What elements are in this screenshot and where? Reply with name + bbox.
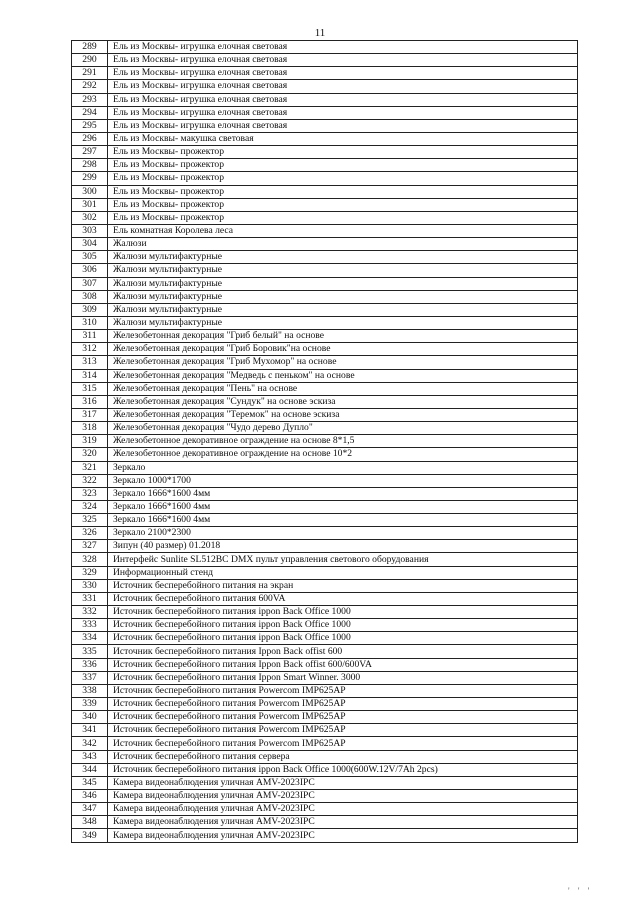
item-number-cell: 289	[72, 41, 108, 54]
item-name-cell: Источник бесперебойного питания Ippon Back offist 600	[108, 645, 578, 658]
item-number-cell: 325	[72, 514, 108, 527]
item-name-cell: Жалюзи мультифактурные	[108, 290, 578, 303]
item-number-cell: 333	[72, 619, 108, 632]
item-name-cell: Камера видеонаблюдения уличная AMV-2023IPC	[108, 816, 578, 829]
item-number-cell: 297	[72, 146, 108, 159]
item-name-cell: Ель из Москвы- игрушка елочная световая	[108, 41, 578, 54]
item-name-cell: Ель из Москвы- игрушка елочная световая	[108, 106, 578, 119]
table-row	[72, 698, 578, 711]
table-row	[72, 303, 578, 316]
table-row	[72, 422, 578, 435]
table-row	[72, 829, 578, 842]
table-row	[72, 514, 578, 527]
item-number-cell: 337	[72, 671, 108, 684]
inventory-table	[71, 40, 578, 843]
item-number-cell: 334	[72, 632, 108, 645]
table-row	[72, 579, 578, 592]
item-number-cell: 311	[72, 330, 108, 343]
table-row	[72, 264, 578, 277]
item-number-cell: 324	[72, 500, 108, 513]
item-name-cell: Камера видеонаблюдения уличная AMV-2023IPC	[108, 776, 578, 789]
table-row	[72, 67, 578, 80]
item-number-cell: 306	[72, 264, 108, 277]
table-row	[72, 238, 578, 251]
item-name-cell: Зеркало 1666*1600 4мм	[108, 514, 578, 527]
item-number-cell: 321	[72, 461, 108, 474]
item-number-cell: 330	[72, 579, 108, 592]
item-name-cell: Ель из Москвы- макушка световая	[108, 132, 578, 145]
item-number-cell: 292	[72, 80, 108, 93]
item-name-cell: Зеркало 1666*1600 4мм	[108, 487, 578, 500]
table-row	[72, 724, 578, 737]
item-number-cell: 296	[72, 132, 108, 145]
item-name-cell: Железобетонная декорация "Медведь с пеньком" на основе	[108, 369, 578, 382]
item-name-cell: Железобетонная декорация "Теремок" на основе эскиза	[108, 408, 578, 421]
item-name-cell: Зеркало 1666*1600 4мм	[108, 500, 578, 513]
item-name-cell: Жалюзи мультифактурные	[108, 277, 578, 290]
inventory-table-body	[72, 41, 578, 843]
table-row	[72, 54, 578, 67]
table-row	[72, 290, 578, 303]
table-row	[72, 382, 578, 395]
item-number-cell: 293	[72, 93, 108, 106]
item-number-cell: 319	[72, 435, 108, 448]
table-row	[72, 474, 578, 487]
table-row	[72, 816, 578, 829]
item-number-cell: 349	[72, 829, 108, 842]
table-row	[72, 763, 578, 776]
item-name-cell: Камера видеонаблюдения уличная AMV-2023IPC	[108, 803, 578, 816]
item-number-cell: 291	[72, 67, 108, 80]
table-row	[72, 461, 578, 474]
item-number-cell: 341	[72, 724, 108, 737]
table-row	[72, 132, 578, 145]
item-number-cell: 335	[72, 645, 108, 658]
table-row	[72, 737, 578, 750]
table-row	[72, 540, 578, 553]
table-row	[72, 395, 578, 408]
table-row	[72, 408, 578, 421]
scan-corner-mark: ' ' '	[568, 886, 593, 896]
item-number-cell: 301	[72, 198, 108, 211]
item-name-cell: Железобетонная декорация "Сундук" на основе эскиза	[108, 395, 578, 408]
table-row	[72, 527, 578, 540]
item-number-cell: 298	[72, 159, 108, 172]
item-number-cell: 338	[72, 684, 108, 697]
item-number-cell: 300	[72, 185, 108, 198]
item-number-cell: 313	[72, 356, 108, 369]
item-number-cell: 312	[72, 343, 108, 356]
table-row	[72, 711, 578, 724]
item-name-cell: Информационный стенд	[108, 566, 578, 579]
table-row	[72, 619, 578, 632]
table-row	[72, 106, 578, 119]
item-number-cell: 347	[72, 803, 108, 816]
item-name-cell: Жалюзи мультифактурные	[108, 251, 578, 264]
item-number-cell: 336	[72, 658, 108, 671]
item-number-cell: 309	[72, 303, 108, 316]
table-row	[72, 645, 578, 658]
item-number-cell: 327	[72, 540, 108, 553]
item-number-cell: 339	[72, 698, 108, 711]
table-row	[72, 684, 578, 697]
item-name-cell: Источник бесперебойного питания ippon Back Office 1000	[108, 606, 578, 619]
item-name-cell: Ель из Москвы- игрушка елочная световая	[108, 80, 578, 93]
item-number-cell: 346	[72, 790, 108, 803]
table-row	[72, 343, 578, 356]
item-name-cell: Камера видеонаблюдения уличная AMV-2023IPC	[108, 790, 578, 803]
table-row	[72, 803, 578, 816]
item-name-cell: Источник бесперебойного питания на экран	[108, 579, 578, 592]
item-number-cell: 316	[72, 395, 108, 408]
item-name-cell: Ель комнатная Королева леса	[108, 224, 578, 237]
item-number-cell: 340	[72, 711, 108, 724]
table-row	[72, 606, 578, 619]
item-name-cell: Жалюзи	[108, 238, 578, 251]
table-row	[72, 159, 578, 172]
item-name-cell: Зеркало 1000*1700	[108, 474, 578, 487]
table-row	[72, 224, 578, 237]
item-name-cell: Источник бесперебойного питания сервера	[108, 750, 578, 763]
item-name-cell: Ель из Москвы- прожектор	[108, 146, 578, 159]
table-row	[72, 487, 578, 500]
item-number-cell: 329	[72, 566, 108, 579]
item-number-cell: 314	[72, 369, 108, 382]
table-row	[72, 80, 578, 93]
item-name-cell: Источник бесперебойного питания Powercom IMP625AP	[108, 698, 578, 711]
item-name-cell: Источник бесперебойного питания Ippon Back offist 600/600VA	[108, 658, 578, 671]
item-number-cell: 326	[72, 527, 108, 540]
item-number-cell: 308	[72, 290, 108, 303]
item-name-cell: Жалюзи мультифактурные	[108, 264, 578, 277]
item-name-cell: Источник бесперебойного питания 600VA	[108, 592, 578, 605]
item-name-cell: Железобетонная декорация "Гриб Боровик"на основе	[108, 343, 578, 356]
item-number-cell: 317	[72, 408, 108, 421]
item-number-cell: 322	[72, 474, 108, 487]
item-number-cell: 345	[72, 776, 108, 789]
table-row	[72, 750, 578, 763]
table-row	[72, 790, 578, 803]
item-number-cell: 348	[72, 816, 108, 829]
item-number-cell: 294	[72, 106, 108, 119]
item-name-cell: Ель из Москвы- прожектор	[108, 211, 578, 224]
item-number-cell: 320	[72, 448, 108, 461]
item-name-cell: Жалюзи мультифактурные	[108, 316, 578, 329]
table-row	[72, 369, 578, 382]
item-name-cell: Железобетонная декорация "Чудо дерево Дупло"	[108, 422, 578, 435]
table-row	[72, 448, 578, 461]
table-row	[72, 316, 578, 329]
item-name-cell: Зипун (40 размер) 01.2018	[108, 540, 578, 553]
table-row	[72, 41, 578, 54]
table-row	[72, 592, 578, 605]
table-row	[72, 119, 578, 132]
item-number-cell: 342	[72, 737, 108, 750]
item-number-cell: 295	[72, 119, 108, 132]
item-number-cell: 304	[72, 238, 108, 251]
item-name-cell: Источник бесперебойного питания Powercom IMP625AP	[108, 711, 578, 724]
item-name-cell: Железобетонное декоративное ограждение на основе 10*2	[108, 448, 578, 461]
table-row	[72, 93, 578, 106]
table-row	[72, 553, 578, 566]
table-row	[72, 632, 578, 645]
item-name-cell: Железобетонная декорация "Гриб белый" на основе	[108, 330, 578, 343]
table-row	[72, 277, 578, 290]
item-name-cell: Источник бесперебойного питания Ippon Smart Winner. 3000	[108, 671, 578, 684]
table-row	[72, 566, 578, 579]
item-number-cell: 299	[72, 172, 108, 185]
item-number-cell: 315	[72, 382, 108, 395]
item-number-cell: 305	[72, 251, 108, 264]
item-name-cell: Источник бесперебойного питания Powercom IMP625AP	[108, 737, 578, 750]
item-name-cell: Зеркало	[108, 461, 578, 474]
table-row	[72, 776, 578, 789]
item-name-cell: Ель из Москвы- прожектор	[108, 185, 578, 198]
item-name-cell: Ель из Москвы- игрушка елочная световая	[108, 54, 578, 67]
table-row	[72, 172, 578, 185]
item-name-cell: Жалюзи мультифактурные	[108, 303, 578, 316]
table-row	[72, 211, 578, 224]
item-name-cell: Ель из Москвы- игрушка елочная световая	[108, 67, 578, 80]
item-name-cell: Ель из Москвы- игрушка елочная световая	[108, 119, 578, 132]
item-name-cell: Зеркало 2100*2300	[108, 527, 578, 540]
item-name-cell: Железобетонная декорация "Гриб Мухомор" на основе	[108, 356, 578, 369]
item-number-cell: 323	[72, 487, 108, 500]
table-row	[72, 500, 578, 513]
item-number-cell: 307	[72, 277, 108, 290]
item-number-cell: 302	[72, 211, 108, 224]
item-number-cell: 344	[72, 763, 108, 776]
item-name-cell: Интерфейс Sunlite SL512BC DMX пульт управления светового оборудования	[108, 553, 578, 566]
item-name-cell: Железобетонное декоративное ограждение на основе 8*1,5	[108, 435, 578, 448]
table-row	[72, 185, 578, 198]
table-row	[72, 435, 578, 448]
table-row	[72, 658, 578, 671]
table-row	[72, 251, 578, 264]
table-row	[72, 671, 578, 684]
item-number-cell: 290	[72, 54, 108, 67]
item-name-cell: Источник бесперебойного питания ippon Back Office 1000(600W.12V/7Ah 2pcs)	[108, 763, 578, 776]
item-number-cell: 310	[72, 316, 108, 329]
item-name-cell: Камера видеонаблюдения уличная AMV-2023IPC	[108, 829, 578, 842]
table-row	[72, 198, 578, 211]
item-name-cell: Источник бесперебойного питания ippon Back Office 1000	[108, 619, 578, 632]
item-number-cell: 303	[72, 224, 108, 237]
table-row	[72, 330, 578, 343]
item-name-cell: Источник бесперебойного питания ippon Back Office 1000	[108, 632, 578, 645]
item-name-cell: Источник бесперебойного питания Powercom IMP625AP	[108, 724, 578, 737]
item-name-cell: Железобетонная декорация "Пень" на основе	[108, 382, 578, 395]
item-name-cell: Ель из Москвы- прожектор	[108, 159, 578, 172]
item-name-cell: Ель из Москвы- игрушка елочная световая	[108, 93, 578, 106]
item-number-cell: 331	[72, 592, 108, 605]
item-name-cell: Источник бесперебойного питания Powercom IMP625AP	[108, 684, 578, 697]
table-row	[72, 146, 578, 159]
item-number-cell: 332	[72, 606, 108, 619]
table-row	[72, 356, 578, 369]
item-name-cell: Ель из Москвы- прожектор	[108, 198, 578, 211]
page-number: 11	[314, 27, 326, 39]
item-number-cell: 328	[72, 553, 108, 566]
item-number-cell: 343	[72, 750, 108, 763]
item-number-cell: 318	[72, 422, 108, 435]
item-name-cell: Ель из Москвы- прожектор	[108, 172, 578, 185]
